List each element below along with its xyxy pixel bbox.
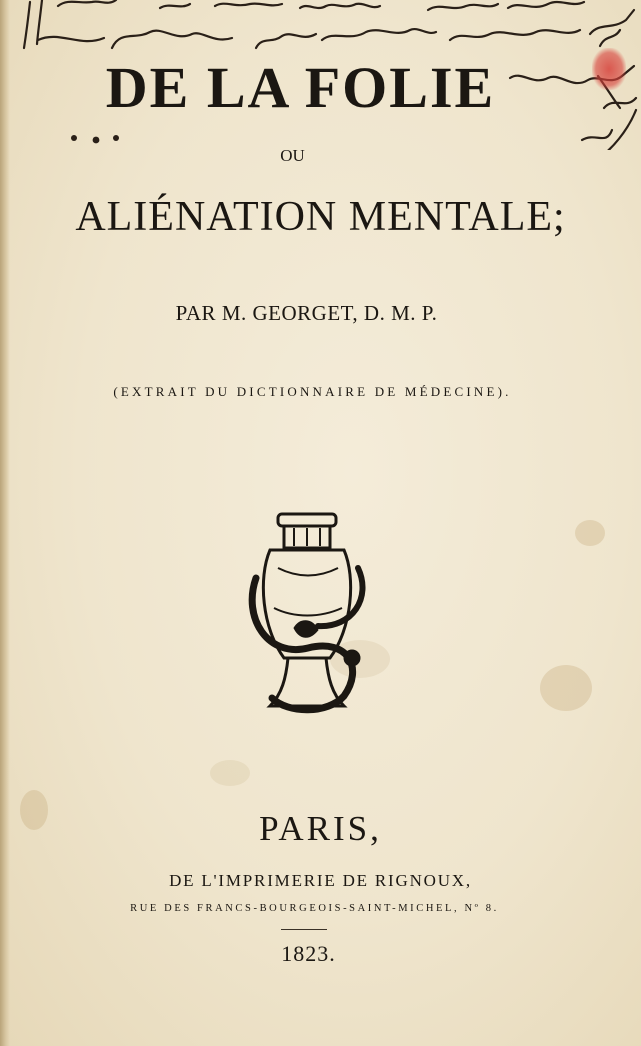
imprint-printer: DE L'IMPRIMERIE DE RIGNOUX, bbox=[169, 871, 472, 890]
imprint-divider bbox=[281, 929, 327, 930]
foxing-spot bbox=[210, 760, 250, 786]
title-subtitle: ALIÉNATION MENTALE; bbox=[75, 194, 566, 240]
author-line: PAR M. GEORGET, D. M. P. bbox=[175, 301, 438, 325]
title-conjunction: OU bbox=[280, 146, 305, 165]
extract-note: (EXTRAIT DU DICTIONNAIRE DE MÉDECINE). bbox=[113, 384, 512, 399]
imprint-city: PARIS, bbox=[259, 809, 382, 848]
imprint-year: 1823. bbox=[281, 941, 336, 966]
printer-mark-emblem bbox=[248, 508, 366, 718]
title-main: DE LA FOLIE bbox=[105, 55, 496, 120]
imprint-street: RUE DES FRANCS-BOURGEOIS-SAINT-MICHEL, Nº 8. bbox=[130, 903, 499, 914]
foxing-spot bbox=[575, 520, 605, 546]
foxing-spot bbox=[540, 665, 592, 711]
